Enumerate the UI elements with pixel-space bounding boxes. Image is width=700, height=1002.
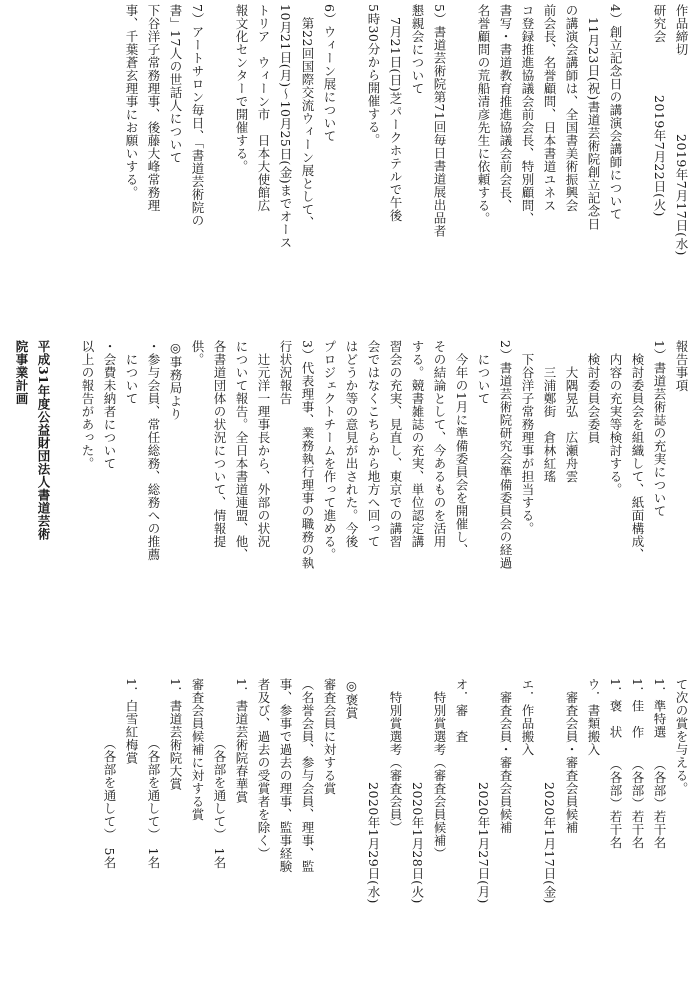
text-column: 3）代表理事、業務執行理事の職務の執	[300, 340, 315, 570]
text-column	[340, 4, 362, 332]
text-column	[0, 340, 10, 668]
text-column: について報告。全日本書道連盟、他、	[234, 340, 249, 561]
text-column: 検討委員会委員	[586, 340, 601, 444]
text-column: プロジェクトチームを作って進める。	[322, 340, 337, 561]
text-column: 1．準特選 （各部）若干名	[652, 678, 667, 850]
text-column: ・参与会員、常任総務、総務への推薦	[146, 340, 161, 561]
text-column: 平成31年度公益財団法人書道芸術	[36, 340, 51, 541]
text-column: 行状況報告	[278, 340, 293, 405]
text-column: 7）アートサロン毎日、「書道芸術院の	[190, 4, 205, 228]
text-column: 者及び、過去の受賞者を除く）	[256, 678, 271, 860]
text-column: 2020年1月28日(火)	[410, 678, 425, 904]
text-column: 院事業計画	[14, 340, 29, 405]
text-column: 6）ウィーン展について	[322, 4, 337, 143]
text-column	[626, 4, 648, 332]
text-column: 審査会員候補に対する賞	[190, 678, 205, 821]
text-column: 1．白雪紅梅賞	[124, 678, 139, 765]
text-column: 5）書道芸術院第71回毎日書道展出品者	[432, 4, 447, 238]
text-column: 大隅晃弘 広瀬舟雲	[564, 340, 579, 483]
text-column: トリア ウィーン市 日本大使館広	[256, 4, 271, 212]
text-column: 審査会員・審査会員候補	[564, 678, 579, 834]
text-column: 事、千葉蒼玄理事にお願いする。	[124, 4, 139, 199]
text-column: 1．書道芸術院大賞	[168, 678, 183, 791]
text-column: ◎褒賞	[344, 678, 359, 720]
text-column: について	[476, 340, 491, 405]
text-column	[450, 4, 472, 332]
text-column: 三浦鄭街 倉林紅瑤	[542, 340, 557, 483]
text-column: 習会の充実、見直し、東京での講習	[388, 340, 403, 548]
text-column: オ．審 査	[454, 678, 469, 743]
text-column: 名誉顧問の荒船清彦先生に依頼する。	[476, 4, 491, 225]
text-column: 審査会員に対する賞	[322, 678, 337, 795]
text-column: について	[124, 340, 139, 405]
lower-text-tier	[8, 678, 692, 998]
text-column: 1．佳 作 （各部）若干名	[630, 678, 645, 850]
middle-text-tier	[8, 340, 692, 668]
text-column: 1）書道芸術誌の充実について	[652, 340, 667, 518]
text-column: 作品締切 2019年7月17日(水)	[674, 4, 689, 256]
text-column: 特別賞選考（審査会員候補）	[432, 678, 447, 860]
text-column: 各書道団体の状況について、情報提	[212, 340, 227, 548]
text-column: その結論として、今あるものを活用	[432, 340, 447, 548]
text-column: 供。	[190, 340, 205, 366]
upper-text-tier	[8, 4, 692, 332]
text-column: 辻元洋一理事長から、外部の状況	[256, 340, 271, 548]
text-column: 報告事項	[674, 340, 689, 392]
text-column: 書写・書道教育推進協議会前会長、	[498, 4, 513, 212]
text-column: ◎事務局より	[168, 340, 183, 421]
text-column: 5時30分から開催する。	[366, 4, 381, 147]
text-column: 特別賞選考（審査会員）	[388, 678, 403, 834]
text-column: 報文化センターで開催する。	[234, 4, 249, 173]
text-column	[54, 340, 76, 668]
text-column: 会ではなくこちらから地方へ回って	[366, 340, 381, 548]
text-column: 研究会 2019年7月22日(火)	[652, 4, 667, 217]
text-column: 2020年1月29日(水)	[366, 678, 381, 904]
text-column: 前会長、名誉顧問、日本書道ユネス	[542, 4, 557, 212]
text-column: て次の賞を与える。	[674, 678, 689, 795]
text-column: エ．作品搬入	[520, 678, 535, 756]
text-column: （各部を通して） 1名	[212, 678, 227, 869]
text-column: コ登録推進協議会前会長、特別顧問、	[520, 4, 535, 225]
text-column: 10月21日(月)〜10月25日(金)までオース	[278, 4, 293, 250]
text-column: 書」17人の世話人について	[168, 4, 183, 164]
text-column: 以上の報告があった。	[80, 340, 95, 470]
text-column: ・会費未納者について	[102, 340, 117, 470]
text-column: 第22回国際交流ウィーン展として、	[300, 4, 315, 229]
text-column	[208, 4, 230, 332]
text-column: 1．書道芸術院春華賞	[234, 678, 249, 804]
text-column: 2）書道芸術院研究会準備委員会の経過	[498, 340, 513, 570]
text-column: はどうか等の意見が出された。今後	[344, 340, 359, 548]
text-column: （各部を通して） 5名	[102, 678, 117, 869]
text-column: 下谷洋子常務理事、後藤大峰常務理	[146, 4, 161, 212]
text-column: 内容の充実等検討する。	[608, 340, 623, 496]
text-column: 2020年1月27日(月)	[476, 678, 491, 904]
text-column: 1．褒 状 （各部）若干名	[608, 678, 623, 850]
text-column: 7月21日(日)芝パークホテルで午後	[388, 4, 403, 223]
text-column: 検討委員会を組織して、紙面構成、	[630, 340, 645, 561]
text-column: 懇親会について	[410, 4, 425, 95]
text-column: ウ．書類搬入	[586, 678, 601, 756]
text-column: 11月23日(祝)書道芸術院創立記念日	[586, 4, 601, 231]
text-column: する。競書雑誌の充実、単位認定講	[410, 340, 425, 548]
text-column: （各部を通して） 1名	[146, 678, 161, 869]
text-column: 事、参事で過去の理事、監事経験	[278, 678, 293, 873]
text-column: 審査会員・審査会員候補	[498, 678, 513, 834]
text-column: の講演会講師は、全国書美術振興会	[564, 4, 579, 212]
text-column: 2020年1月17日(金)	[542, 678, 557, 904]
text-column: 今年の1月に準備委員会を開催し、	[454, 340, 469, 557]
text-column: （名誉会員、参与会員、理事、監	[300, 678, 315, 873]
text-column: 下谷洋子常務理事が担当する。	[520, 340, 535, 535]
text-column: 4）創立記念日の講演会講師について	[608, 4, 623, 221]
